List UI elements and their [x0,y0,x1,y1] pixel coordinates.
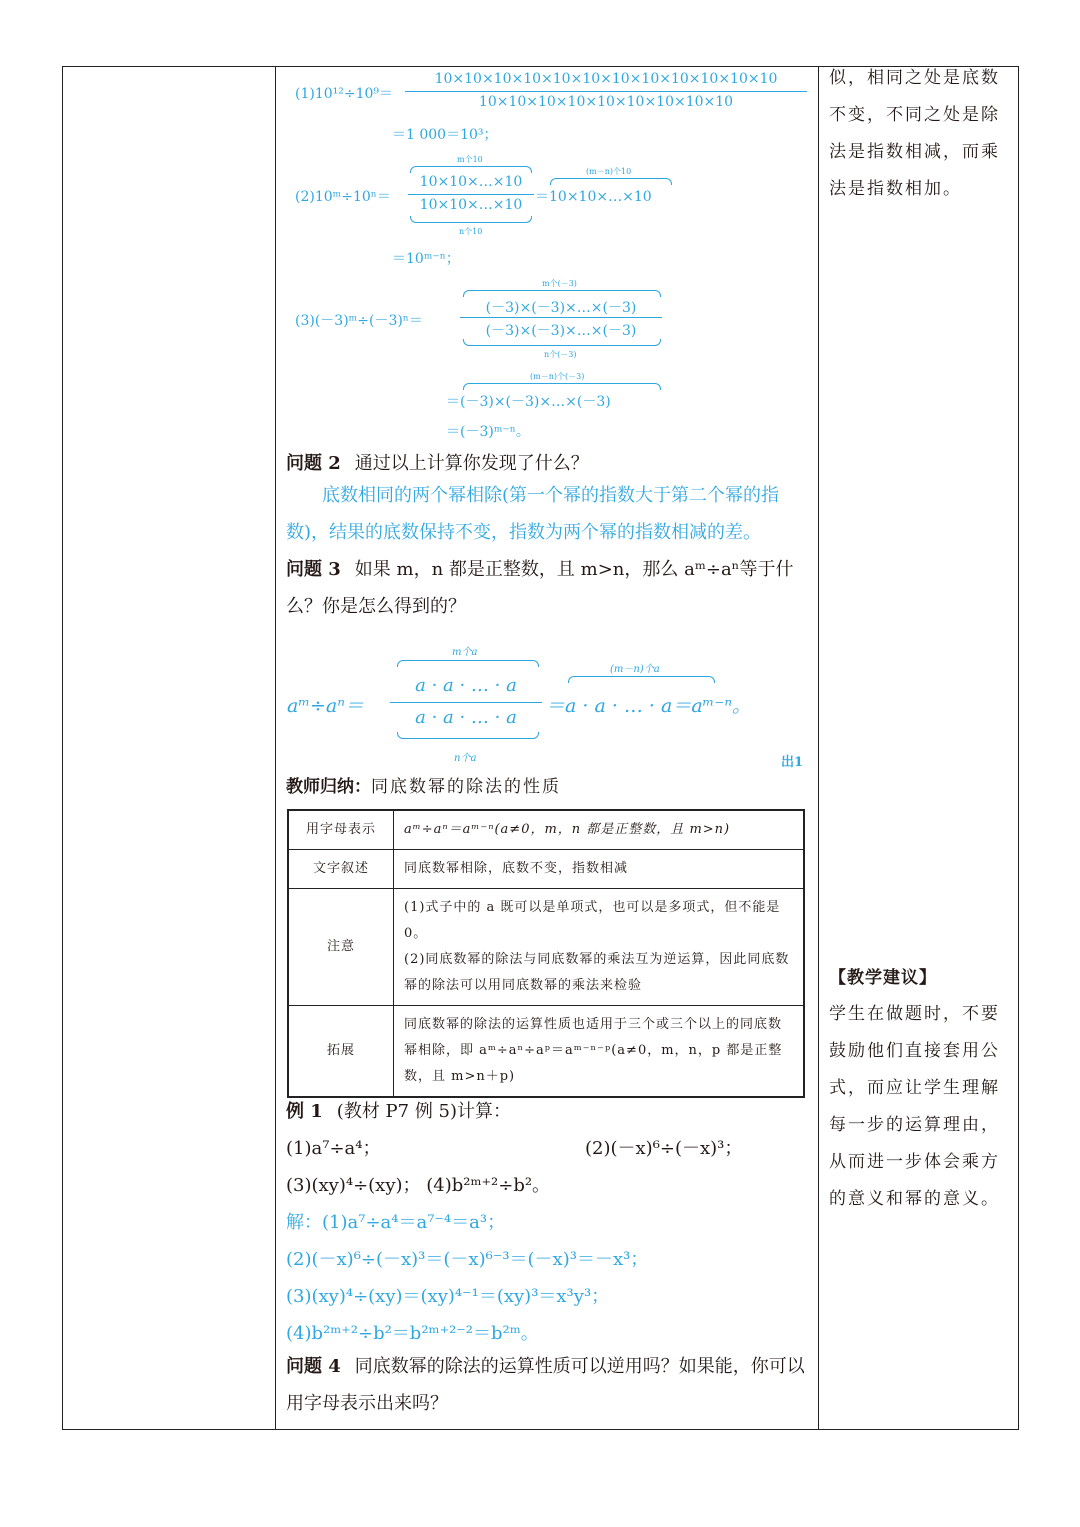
question-2-text: 通过以上计算你发现了什么？ [354,453,589,474]
table-key: 文字叙述 [288,850,394,889]
calc-2-fraction-bar [408,194,534,195]
calc-2-top-note: m个10 [457,155,483,164]
table-value [394,889,805,1006]
solution-2: (2)(－x)⁶÷(－x)³＝(－x)⁶⁻³＝(－x)³＝－x³； [286,1249,649,1270]
property-table [287,809,805,1098]
question-3-text: 如果 m，n 都是正整数，且 m>n，那么 aᵐ÷aⁿ等于什么？你是怎么得到的？ [286,559,794,617]
table-row [288,1006,804,1098]
calc-3-denominator: (－3)×(－3)×…×(－3) [485,323,637,339]
formula-numerator: a · a · … · a [415,675,517,696]
table-key: 用字母表示 [288,810,394,850]
table-row [288,850,804,889]
calc-1-denominator: 10×10×10×10×10×10×10×10×10 [478,94,734,110]
calc-1-numerator: 10×10×10×10×10×10×10×10×10×10×10×10 [434,71,778,87]
teacher-summary-text: 同底数幂的除法的性质 [371,777,561,797]
calc-2-numerator: 10×10×…×10 [419,174,523,190]
teacher-summary-label: 教师归纳： [286,777,371,797]
formula-mark: 岀1 [781,755,804,770]
example-problem-1: (1)a⁷÷a⁴； [286,1138,381,1159]
calc-3-bottom-brace [463,339,661,346]
formula-mid-brace [568,676,715,683]
question-3-label: 问题 3 [286,559,341,580]
column-divider-left [275,66,276,1430]
formula-denominator: a · a · … · a [415,707,517,728]
calc-3-top-brace [463,290,661,297]
lesson-table-frame [62,66,1019,1430]
question-3 [286,551,808,625]
calc-3-mid-brace [463,383,661,390]
teacher-summary [286,772,561,797]
calc-1-fraction-bar [405,91,807,92]
table-value: 同底数幂的除法的运算性质也适用于三个或三个以上的同底数幂相除，即 aᵐ÷aⁿ÷aᵖ＝aᵐ⁻ⁿ⁻ᵖ(a≠0，m，n，p 都是正整数，且 m>n＋p) [394,1006,805,1098]
side-note-top: 似，相同之处是底数不变，不同之处是除法是指数相减，而乘法是指数相加。 [829,68,1000,199]
example-problem-3-4: (3)(xy)⁴÷(xy)； (4)b²ᵐ⁺²÷b²。 [286,1175,551,1196]
table-key: 拓展 [288,1006,394,1098]
calc-2-mid-note: (m－n)个10 [586,167,632,176]
column-divider-right [818,66,819,1430]
question-4 [286,1348,808,1422]
table-key: 注意 [288,889,394,1006]
calc-2-label: (2)10ᵐ÷10ⁿ＝ [295,189,391,205]
table-value: 同底数幂相除，底数不变，指数相减 [394,850,805,889]
formula-bottom-note: n个a [454,753,477,764]
calc-3-numerator: (－3)×(－3)×…×(－3) [485,300,637,316]
calc-2-mid: ＝10×10×…×10 [535,189,652,205]
example-1-text: (教材 P7 例 5)计算： [336,1101,512,1122]
formula-top-note: m个a [452,647,478,658]
side-note-bottom: 学生在做题时，不要鼓励他们直接套用公式，而应让学生理解每一步的运算理由，从而进一步体会乘方的意义和幂的意义。 [829,1004,1000,1209]
table-note-1: (1)式子中的 a 既可以是单项式，也可以是多项式，但不能是 0。 [404,900,781,941]
calc-3-fraction-bar [460,317,662,318]
calc-1-result: ＝1 000＝10³； [392,127,498,143]
calc-3-top-note: m个(－3) [542,279,577,288]
calc-2-mid-brace [550,178,672,185]
calc-3-mid-note: (m－n)个(－3) [530,372,585,381]
question-2 [286,449,589,475]
question-2-answer: 底数相同的两个幂相除(第一个幂的指数大于第二个幂的指数)，结果的底数保持不变，指数为两个幂的指数相减的差。 [286,485,780,543]
formula-top-brace [397,660,539,667]
table-row [288,889,804,1006]
calc-2-bottom-brace [410,216,532,223]
question-2-label: 问题 2 [286,453,341,474]
calc-2-bottom-note: n个10 [459,227,483,236]
formula-lhs: aᵐ÷aⁿ＝ [287,695,364,717]
formula-mid: ＝a · a · … · a＝aᵐ⁻ⁿ。 [546,695,752,717]
question-4-text: 同底数幂的除法的运算性质可以逆用吗？如果能，你可以用字母表示出来吗？ [286,1356,805,1414]
calc-2-result: ＝10ᵐ⁻ⁿ； [392,251,460,267]
calc-3-result: ＝(－3)ᵐ⁻ⁿ。 [446,424,530,440]
example-1 [286,1097,511,1123]
calc-3-bottom-note: n个(－3) [544,350,577,359]
example-problem-2: (2)(－x)⁶÷(－x)³； [585,1138,743,1159]
calc-3-mid: ＝(－3)×(－3)×…×(－3) [446,394,611,410]
question-4-label: 问题 4 [286,1356,341,1377]
calc-1-label: (1)10¹²÷10⁹＝ [295,86,394,102]
table-note-2: (2)同底数幂的除法与同底数幂的乘法互为逆运算，因此同底数幂的除法可以用同底数幂的乘法来检验 [404,952,790,993]
table-value: aᵐ÷aⁿ＝aᵐ⁻ⁿ(a≠0，m，n 都是正整数，且 m>n) [394,810,805,850]
solution-1: 解：(1)a⁷÷a⁴＝a⁷⁻⁴＝a³； [286,1212,506,1233]
calc-3-label: (3)(－3)ᵐ÷(－3)ⁿ＝ [295,313,423,329]
example-1-label: 例 1 [286,1101,323,1122]
calc-2-top-brace [410,166,532,173]
formula-fraction-bar [390,702,542,703]
solution-3: (3)(xy)⁴÷(xy)＝(xy)⁴⁻¹＝(xy)³＝x³y³； [286,1286,610,1307]
formula-bottom-brace [397,732,539,739]
side-heading: 【教学建议】 [829,968,937,988]
solution-4: (4)b²ᵐ⁺²÷b²＝b²ᵐ⁺²⁻²＝b²ᵐ。 [286,1323,539,1344]
table-row [288,810,804,850]
calc-2-denominator: 10×10×…×10 [419,197,523,213]
formula-mid-note: (m－n)个a [610,664,660,675]
